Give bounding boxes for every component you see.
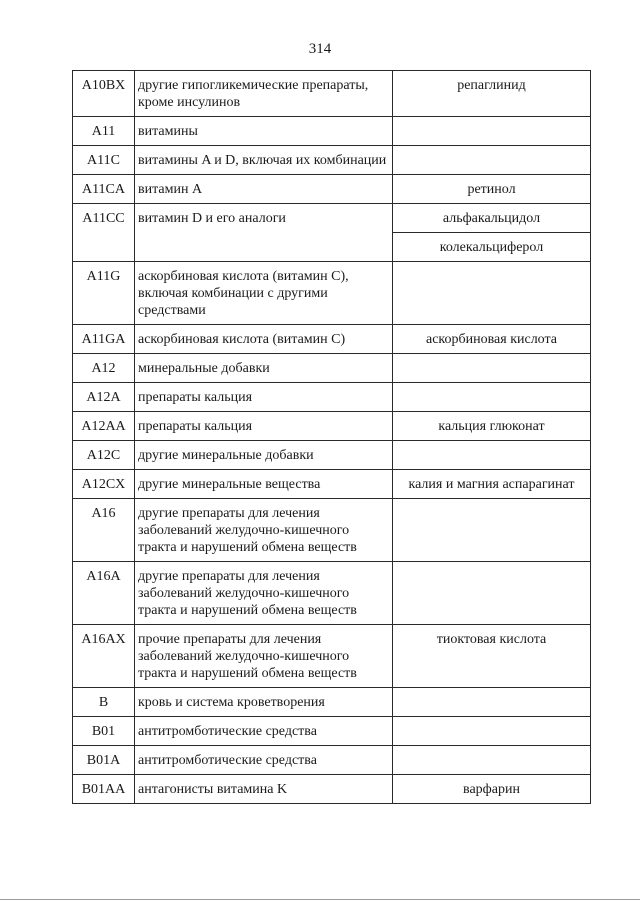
table-row xyxy=(73,325,591,354)
drug-name-cell xyxy=(393,499,591,562)
drug-name-cell: альфакальцидол xyxy=(393,204,591,233)
atc-code-cell: B01A xyxy=(73,746,135,775)
atc-code-cell: B xyxy=(73,688,135,717)
atc-code-cell: A16A xyxy=(73,562,135,625)
atc-code-cell: B01AA xyxy=(73,775,135,804)
drug-name-cell xyxy=(393,117,591,146)
drug-name-cell: колекальциферол xyxy=(393,233,591,262)
atc-description-cell: другие препараты для лечения заболеваний желудочно-кишечного тракта и нарушений обмена веществ xyxy=(135,499,393,562)
drug-name-cell xyxy=(393,688,591,717)
drug-name-cell xyxy=(393,383,591,412)
table-row xyxy=(73,354,591,383)
atc-code-cell: A12CX xyxy=(73,470,135,499)
table-row xyxy=(73,175,591,204)
drug-name-cell: ретинол xyxy=(393,175,591,204)
atc-description-cell: минеральные добавки xyxy=(135,354,393,383)
table-row xyxy=(73,262,591,325)
drug-name-cell xyxy=(393,562,591,625)
page-bottom-edge xyxy=(0,899,640,900)
table-row xyxy=(73,117,591,146)
atc-code-cell: A12C xyxy=(73,441,135,470)
atc-description-cell: антитромботические средства xyxy=(135,746,393,775)
atc-description-cell: другие гипогликемические препараты, кроме инсулинов xyxy=(135,71,393,117)
atc-drug-table xyxy=(72,70,591,804)
table-row xyxy=(73,775,591,804)
atc-code-cell: A11G xyxy=(73,262,135,325)
drug-name-cell: аскорбиновая кислота xyxy=(393,325,591,354)
atc-code-cell: A11 xyxy=(73,117,135,146)
drug-name-cell: кальция глюконат xyxy=(393,412,591,441)
atc-description-cell: аскорбиновая кислота (витамин C) xyxy=(135,325,393,354)
atc-description-cell: витамин D и его аналоги xyxy=(135,204,393,262)
drug-name-cell: репаглинид xyxy=(393,71,591,117)
atc-description-cell: витамины xyxy=(135,117,393,146)
atc-code-cell: A12A xyxy=(73,383,135,412)
atc-code-cell: A11CA xyxy=(73,175,135,204)
atc-description-cell: аскорбиновая кислота (витамин C), включая комбинации с другими средствами xyxy=(135,262,393,325)
atc-code-cell: A16AX xyxy=(73,625,135,688)
table-row xyxy=(73,470,591,499)
table-row xyxy=(73,625,591,688)
atc-description-cell: другие минеральные вещества xyxy=(135,470,393,499)
atc-description-cell: витамины A и D, включая их комбинации xyxy=(135,146,393,175)
atc-code-cell: A11CC xyxy=(73,204,135,262)
table-row xyxy=(73,746,591,775)
atc-code-cell: A10BX xyxy=(73,71,135,117)
atc-description-cell: антагонисты витамина K xyxy=(135,775,393,804)
atc-code-cell: A11GA xyxy=(73,325,135,354)
atc-code-cell: A11C xyxy=(73,146,135,175)
table-row xyxy=(73,204,591,233)
table-row xyxy=(73,146,591,175)
drug-name-cell xyxy=(393,262,591,325)
atc-description-cell: антитромботические средства xyxy=(135,717,393,746)
table-row xyxy=(73,717,591,746)
atc-description-cell: другие препараты для лечения заболеваний желудочно-кишечного тракта и нарушений обмена веществ xyxy=(135,562,393,625)
table-row xyxy=(73,688,591,717)
table-row xyxy=(73,441,591,470)
drug-name-cell xyxy=(393,717,591,746)
atc-code-cell: A12AA xyxy=(73,412,135,441)
drug-name-cell: калия и магния аспарагинат xyxy=(393,470,591,499)
atc-description-cell: препараты кальция xyxy=(135,412,393,441)
table-row xyxy=(73,71,591,117)
table-row xyxy=(73,499,591,562)
drug-name-cell: варфарин xyxy=(393,775,591,804)
table-row xyxy=(73,383,591,412)
atc-table-body xyxy=(73,71,591,804)
atc-description-cell: препараты кальция xyxy=(135,383,393,412)
table-row xyxy=(73,412,591,441)
drug-name-cell xyxy=(393,746,591,775)
drug-name-cell: тиоктовая кислота xyxy=(393,625,591,688)
page-number: 314 xyxy=(308,41,332,57)
table-row xyxy=(73,562,591,625)
atc-description-cell: другие минеральные добавки xyxy=(135,441,393,470)
atc-code-cell: A16 xyxy=(73,499,135,562)
atc-description-cell: кровь и система кроветворения xyxy=(135,688,393,717)
drug-name-cell xyxy=(393,354,591,383)
atc-code-cell: B01 xyxy=(73,717,135,746)
drug-name-cell xyxy=(393,146,591,175)
atc-description-cell: витамин A xyxy=(135,175,393,204)
atc-code-cell: A12 xyxy=(73,354,135,383)
atc-description-cell: прочие препараты для лечения заболеваний желудочно-кишечного тракта и нарушений обмена веществ xyxy=(135,625,393,688)
drug-name-cell xyxy=(393,441,591,470)
